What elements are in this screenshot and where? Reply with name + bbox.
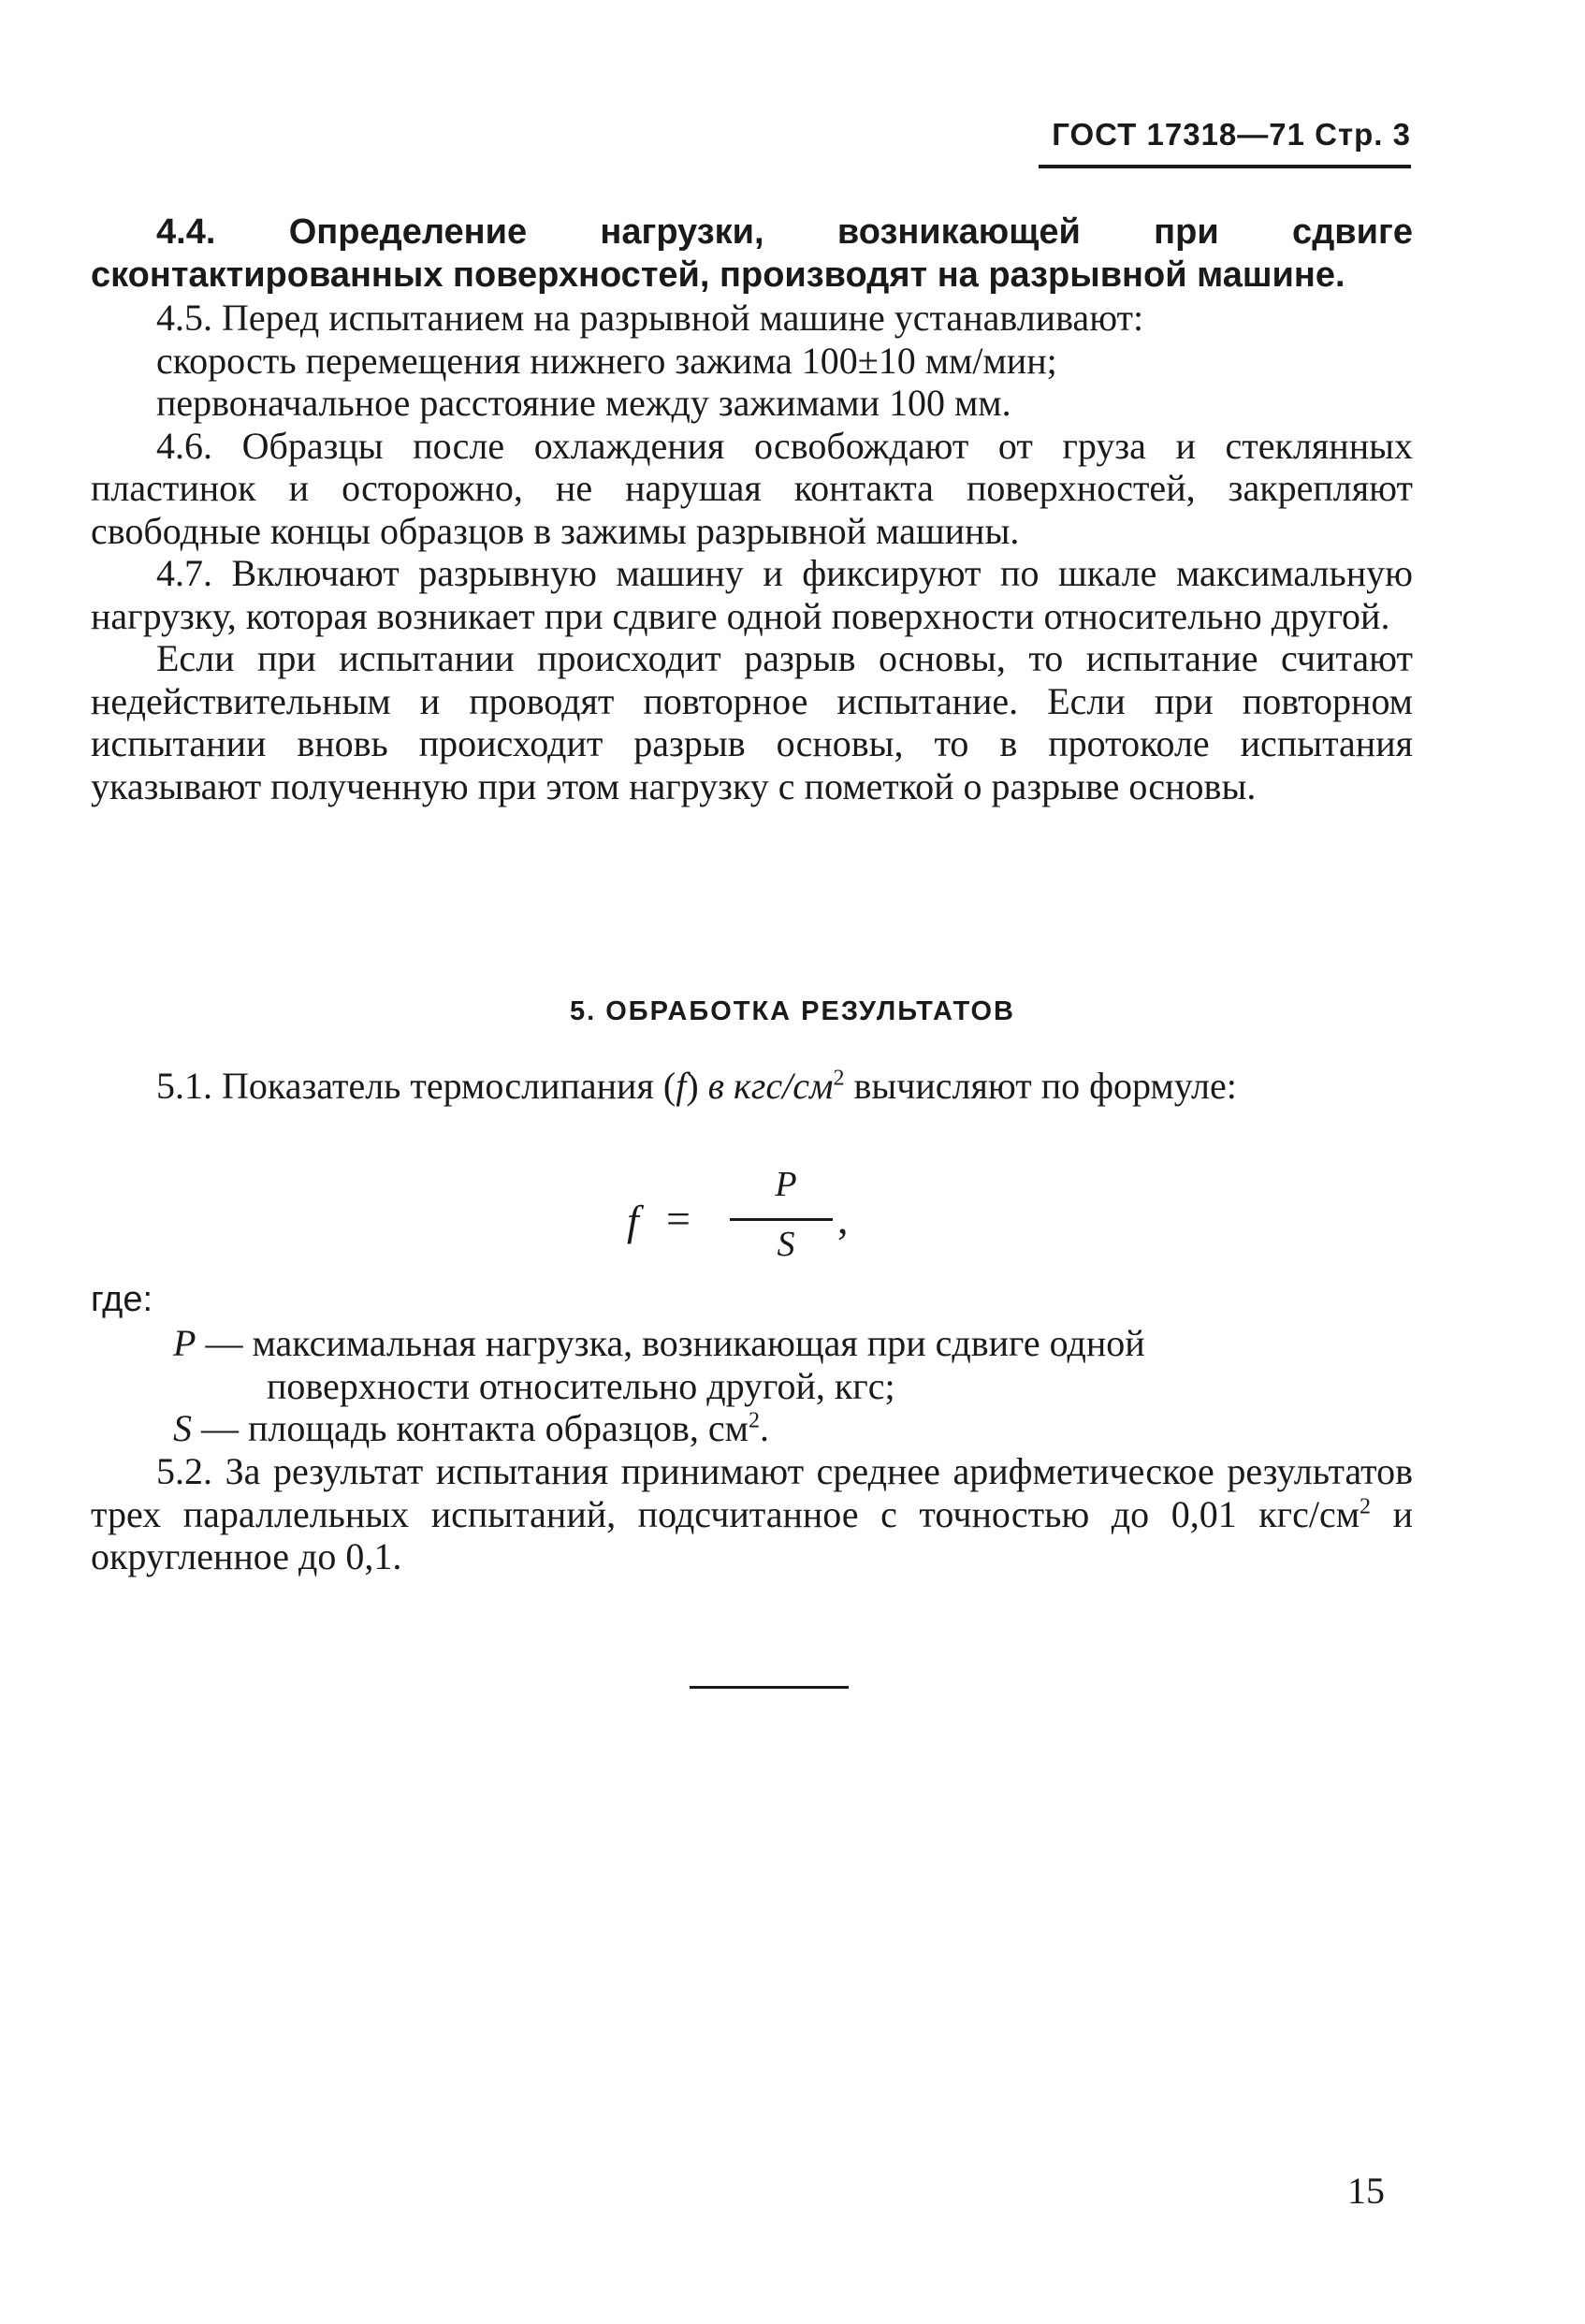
definition-s-end: . xyxy=(759,1407,769,1449)
formula-lhs: f xyxy=(627,1197,639,1244)
definition-s-text: — площадь контакта образцов, см xyxy=(192,1407,749,1449)
definition-p-text: — максимальная нагрузка, возникающая при сдвиге одной xyxy=(196,1322,1145,1364)
end-rule xyxy=(690,1686,849,1689)
paragraph-4-5-distance: первоначальное расстояние между зажимами 100 мм. xyxy=(156,382,1011,424)
formula xyxy=(627,1165,870,1280)
paragraph-4-5-speed: скорость перемещения нижнего зажима 100±10 мм/мин; xyxy=(156,339,1057,382)
p5-2-part-b: и округленное до 0,1. xyxy=(91,1492,1413,1577)
header-rule xyxy=(1039,165,1411,168)
definition-p-continuation: поверхности относительно другой, кгс; xyxy=(267,1364,895,1407)
p5-1-unit-sup: 2 xyxy=(833,1066,845,1091)
p5-1-part-c: вычисляют по формуле: xyxy=(844,1065,1237,1107)
formula-fraction-bar xyxy=(730,1218,833,1221)
paragraph-5-2 xyxy=(91,1450,1413,1578)
formula-denominator: S xyxy=(777,1225,795,1264)
formula-comma: , xyxy=(837,1195,849,1242)
definition-s-sup: 2 xyxy=(748,1408,760,1433)
definition-p-symbol: P xyxy=(173,1322,196,1364)
definition-s-symbol: S xyxy=(173,1407,192,1449)
paragraph-4-6: 4.6. Образцы после охлаждения освобождают от груза и стеклянных пластинок и осторожно, не нарушая контакта поверхностей, закрепляют свободные концы образцов в зажимы разрывной машины. xyxy=(91,424,1413,552)
section-5-title: 5. ОБРАБОТКА РЕЗУЛЬТАТОВ xyxy=(569,996,1016,1026)
p5-2-part-a: 5.2. За результат испытания принимают среднее арифметическое результатов трех параллельных испытаний, подсчитанное с точностью до 0,01 кгс/см xyxy=(91,1450,1413,1535)
definition-p-line xyxy=(173,1322,1413,1365)
p5-1-part-b: ) xyxy=(686,1065,708,1107)
definition-p xyxy=(173,1322,1413,1407)
paragraph-5-1-text xyxy=(91,1065,1413,1108)
definition-s xyxy=(173,1407,1413,1450)
paragraph-4-7: 4.7. Включают разрывную машину и фиксируют по шкале максимальную нагрузку, которая возникает при сдвиге одной поверхности относительно другой. xyxy=(91,552,1413,637)
paragraph-5-2-text xyxy=(91,1450,1413,1578)
p5-1-symbol: f xyxy=(676,1065,687,1107)
where-label: где: xyxy=(91,1280,153,1319)
p5-1-unit: в кгс/см xyxy=(707,1065,834,1107)
paragraph-4-5: 4.5. Перед испытанием на разрывной машине устанавливают: xyxy=(156,297,1144,339)
p5-1-part-a: 5.1. Показатель термослипания ( xyxy=(156,1065,676,1107)
page-number: 15 xyxy=(1347,2170,1385,2212)
definition-s-line xyxy=(173,1407,1413,1450)
formula-numerator: P xyxy=(775,1165,797,1204)
formula-equals: = xyxy=(666,1195,691,1242)
paragraph-rupture: Если при испытании происходит разрыв основы, то испытание считают недействительным и проводят повторное испытание. Если при повторном испытании вновь происходит разрыв основы, то в протоколе испытания указывают полученную при этом нагрузку с пометкой о разрыве основы. xyxy=(91,637,1413,807)
paragraph-4-4: 4.4. Определение нагрузки, возникающей при сдвиге сконтактированных поверхностей, производят на разрывной машине. xyxy=(91,212,1413,295)
paragraph-5-1 xyxy=(91,1065,1413,1108)
section-4-text xyxy=(91,211,1413,807)
p5-2-sup: 2 xyxy=(1360,1494,1372,1519)
page-header: ГОСТ 17318—71 Стр. 3 xyxy=(1052,117,1411,152)
